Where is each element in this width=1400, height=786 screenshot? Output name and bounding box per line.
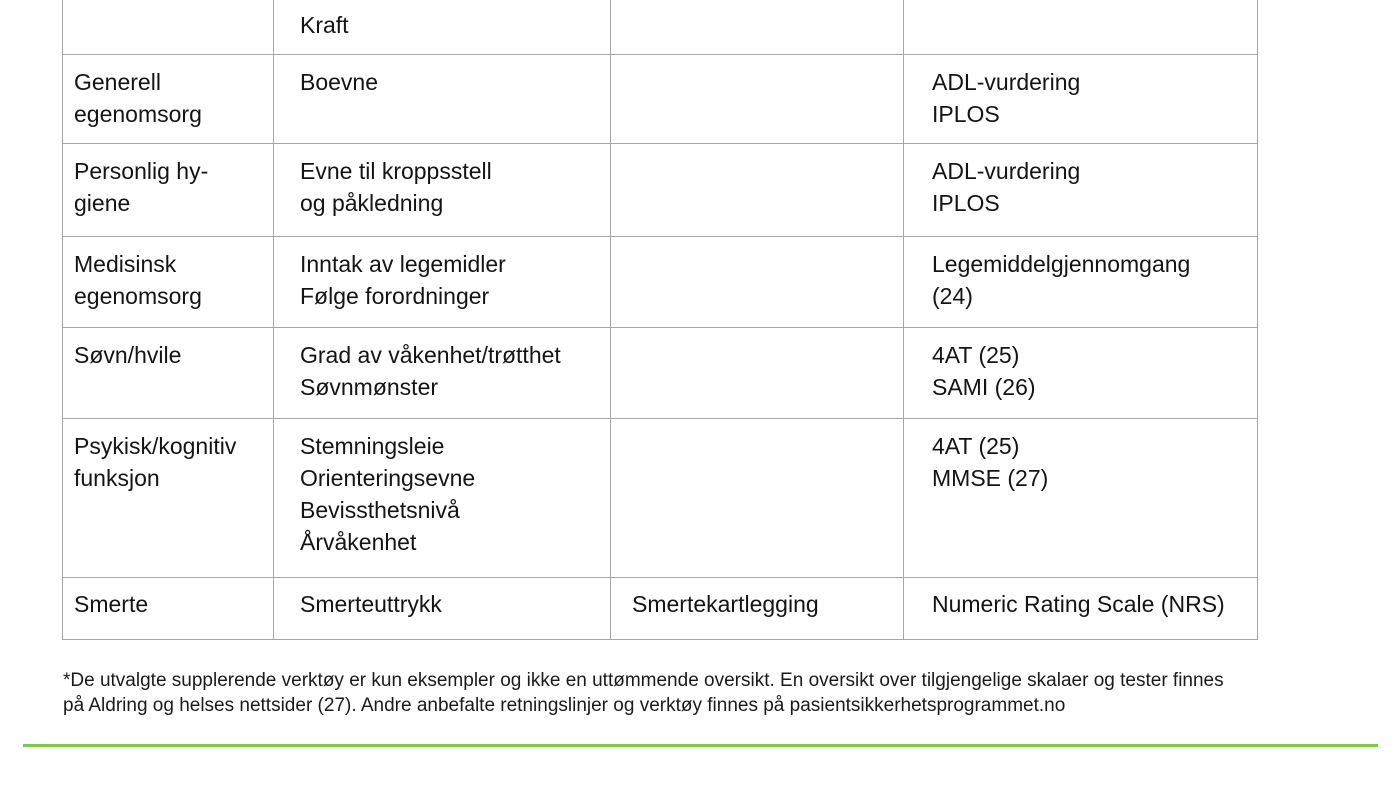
cell-text: Årvåkenhet bbox=[300, 529, 417, 555]
parameters-cell bbox=[274, 55, 611, 144]
cell-text: MMSE (27) bbox=[932, 465, 1049, 491]
cell-text: ADL-vurdering bbox=[932, 69, 1081, 95]
cell-text: Kraft bbox=[300, 12, 349, 38]
footnote-line: *De utvalgte supplerende verktøy er kun eksempler og ikke en uttømmende oversikt. En oversikt over tilgjengelige skalaer og tester finnes bbox=[63, 670, 1224, 691]
area-cell bbox=[63, 578, 274, 640]
cell-text: egenomsorg bbox=[74, 283, 202, 309]
cell-text: Smerteuttrykk bbox=[300, 591, 442, 617]
tools-cell bbox=[904, 55, 1258, 144]
assessment-cell bbox=[611, 578, 904, 640]
cell-text: ADL-vurdering bbox=[932, 158, 1081, 184]
cell-text: Psykisk/kognitiv bbox=[74, 433, 237, 459]
cell-text: Medisinsk bbox=[74, 251, 177, 277]
area-cell bbox=[63, 0, 274, 55]
area-cell bbox=[63, 144, 274, 237]
table-row bbox=[63, 55, 1258, 144]
table-row bbox=[63, 419, 1258, 578]
cell-text: Smertekartlegging bbox=[632, 591, 819, 617]
cell-text: Inntak av legemidler bbox=[300, 251, 506, 277]
table-row bbox=[63, 144, 1258, 237]
cell-text: Følge forordninger bbox=[300, 283, 490, 309]
cell-text: Evne til kroppsstell bbox=[300, 158, 492, 184]
tools-cell bbox=[904, 578, 1258, 640]
cell-text: Orienteringsevne bbox=[300, 465, 476, 491]
cell-text: IPLOS bbox=[932, 101, 1000, 127]
tools-cell bbox=[904, 328, 1258, 419]
assessment-cell bbox=[611, 419, 904, 578]
area-cell bbox=[63, 328, 274, 419]
cell-text: Bevissthetsnivå bbox=[300, 497, 460, 523]
cell-text: og påkledning bbox=[300, 190, 444, 216]
footer-divider bbox=[23, 744, 1378, 747]
assessment-cell bbox=[611, 328, 904, 419]
area-cell bbox=[63, 419, 274, 578]
cell-text: (24) bbox=[932, 283, 973, 309]
table-row bbox=[63, 578, 1258, 640]
cell-text: IPLOS bbox=[932, 190, 1000, 216]
parameters-cell bbox=[274, 144, 611, 237]
cell-text: 4AT (25) bbox=[932, 342, 1020, 368]
area-cell bbox=[63, 55, 274, 144]
tools-cell bbox=[904, 237, 1258, 328]
parameters-cell bbox=[274, 578, 611, 640]
cell-text: Generell bbox=[74, 69, 161, 95]
tools-cell bbox=[904, 419, 1258, 578]
cell-text: SAMI (26) bbox=[932, 374, 1036, 400]
tools-cell bbox=[904, 144, 1258, 237]
cell-text: Boevne bbox=[300, 69, 379, 95]
cell-text: Smerte bbox=[74, 591, 149, 617]
cell-text: giene bbox=[74, 190, 131, 216]
footnote-line: på Aldring og helses nettsider (27). Andre anbefalte retningslinjer og verktøy finnes på pasientsikkerhetsprogrammet.no bbox=[63, 695, 1066, 716]
parameters-cell bbox=[274, 419, 611, 578]
table-row bbox=[63, 237, 1258, 328]
cell-text: egenomsorg bbox=[74, 101, 202, 127]
cell-text: Numeric Rating Scale (NRS) bbox=[932, 591, 1225, 617]
tools-cell bbox=[904, 0, 1258, 55]
cell-text: Personlig hy- bbox=[74, 158, 209, 184]
assessment-cell bbox=[611, 237, 904, 328]
cell-text: 4AT (25) bbox=[932, 433, 1020, 459]
parameters-cell bbox=[274, 328, 611, 419]
parameters-cell bbox=[274, 237, 611, 328]
table-row bbox=[63, 328, 1258, 419]
assessment-table bbox=[62, 0, 1258, 640]
cell-text: funksjon bbox=[74, 465, 160, 491]
assessment-cell bbox=[611, 55, 904, 144]
cell-text: Søvnmønster bbox=[300, 374, 439, 400]
table-row bbox=[63, 0, 1258, 55]
cell-text: Stemningsleie bbox=[300, 433, 445, 459]
assessment-cell bbox=[611, 144, 904, 237]
parameters-cell bbox=[274, 0, 611, 55]
assessment-cell bbox=[611, 0, 904, 55]
area-cell bbox=[63, 237, 274, 328]
cell-text: Grad av våkenhet/trøtthet bbox=[300, 342, 561, 368]
footnote bbox=[63, 668, 1293, 718]
cell-text: Legemiddelgjennomgang bbox=[932, 251, 1191, 277]
cell-text: Søvn/hvile bbox=[74, 342, 182, 368]
